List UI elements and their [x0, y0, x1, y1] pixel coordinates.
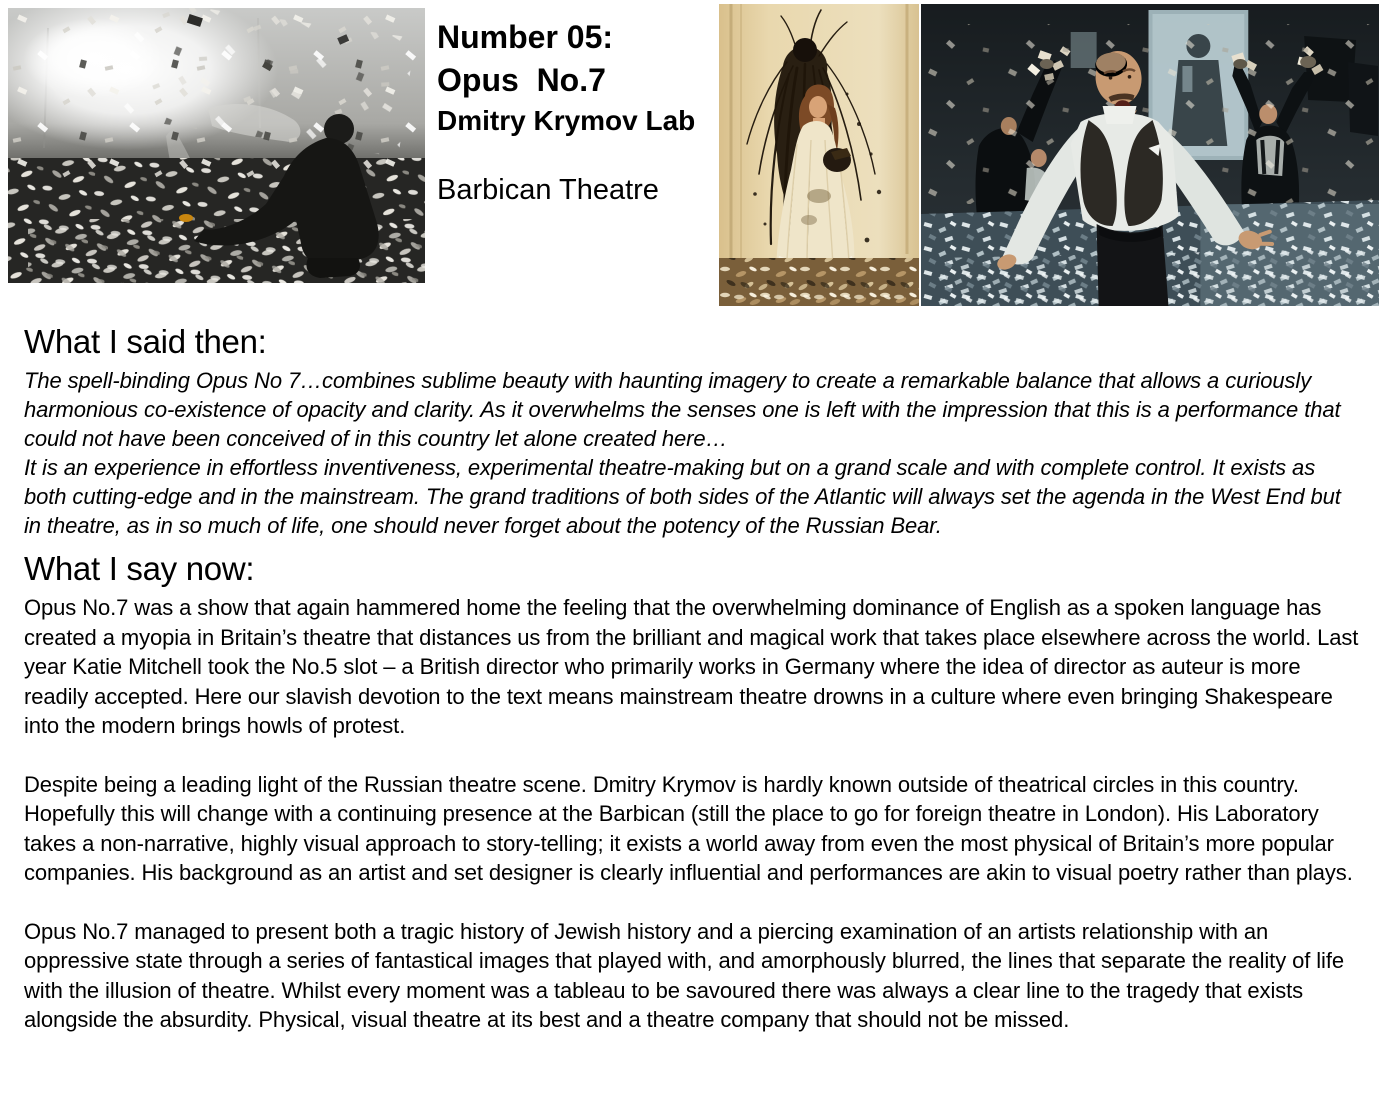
production-photo-paper-storm	[8, 8, 425, 283]
ink-wall-illustration	[719, 4, 919, 306]
heading-what-i-say-now: What I say now:	[24, 550, 255, 587]
now-paragraph-3: Opus No.7 managed to present both a tragic history of Jewish history and a piercing examination of an artists relationship with an oppressive state through a series of fantastical images that played with, and amorphously blurred, the lines that separate the reality of life with the illusion of theatre. Whilst every moment was a tableau to be savoured there was always a clear line to the tragedy that exists alongside the absurdity. Physical, visual theatre at its best and a theatre company that should not be missed.	[24, 918, 1344, 1032]
singer-confetti-illustration	[921, 4, 1379, 306]
now-paragraph-1: Opus No.7 was a show that again hammered home the feeling that the overwhelming dominance of English as a spoken language has created a myopia in Britain’s theatre that distances us from the brilliant and magical work that takes place elsewhere across the world. Last year Katie Mitchell took the No.5 slot – a British director who primarily works in Germany where the idea of director as auteur is more readily accepted. Here our slavish devotion to the text means mainstream theatre drowns in a culture where even bringing Shakespeare into the modern brings howls of protest.	[24, 595, 1359, 738]
paper-storm-illustration	[8, 8, 425, 283]
then-quote-block	[24, 366, 1360, 540]
venue-name: Barbican Theatre	[437, 174, 659, 206]
show-title: Opus No.7	[437, 62, 606, 98]
then-paragraph-2: It is an experience in effortless inventiveness, experimental theatre-making but on a grand scale and with complete control. It exists as both cutting-edge and in the mainstream. The grand traditions of both sides of the Atlantic will always set the agenda in the West End but in theatre, as in so much of life, one should never forget about the potency of the Russian Bear.	[24, 455, 1341, 538]
show-number: Number 05:	[437, 19, 614, 55]
then-paragraph-1: The spell-binding Opus No 7…combines sublime beauty with haunting imagery to create a remarkable balance that allows a curiously harmonious co-existence of opacity and clarity. As it overwhelms the senses one is left with the impression that this is a performance that could not have been conceived of in this country let alone created here…	[24, 368, 1341, 451]
title-block	[437, 16, 737, 207]
production-photo-singer	[921, 4, 1379, 306]
now-text-block	[24, 593, 1360, 1035]
heading-what-i-said-then: What I said then:	[24, 323, 267, 360]
production-photo-ink-wall	[719, 4, 919, 306]
now-paragraph-2: Despite being a leading light of the Russian theatre scene. Dmitry Krymov is hardly known outside of theatrical circles in this country. Hopefully this will change with a continuing presence at the Barbican (still the place to go for foreign theatre in London). His Laboratory takes a non-narrative, highly visual approach to story-telling; it exists a world away from even the most physical of Britain’s more popular companies. His background as an artist and set designer is clearly influential and performances are akin to visual poetry rather than plays.	[24, 771, 1353, 885]
review-text	[24, 322, 1360, 1035]
company-name: Dmitry Krymov Lab	[437, 105, 696, 136]
